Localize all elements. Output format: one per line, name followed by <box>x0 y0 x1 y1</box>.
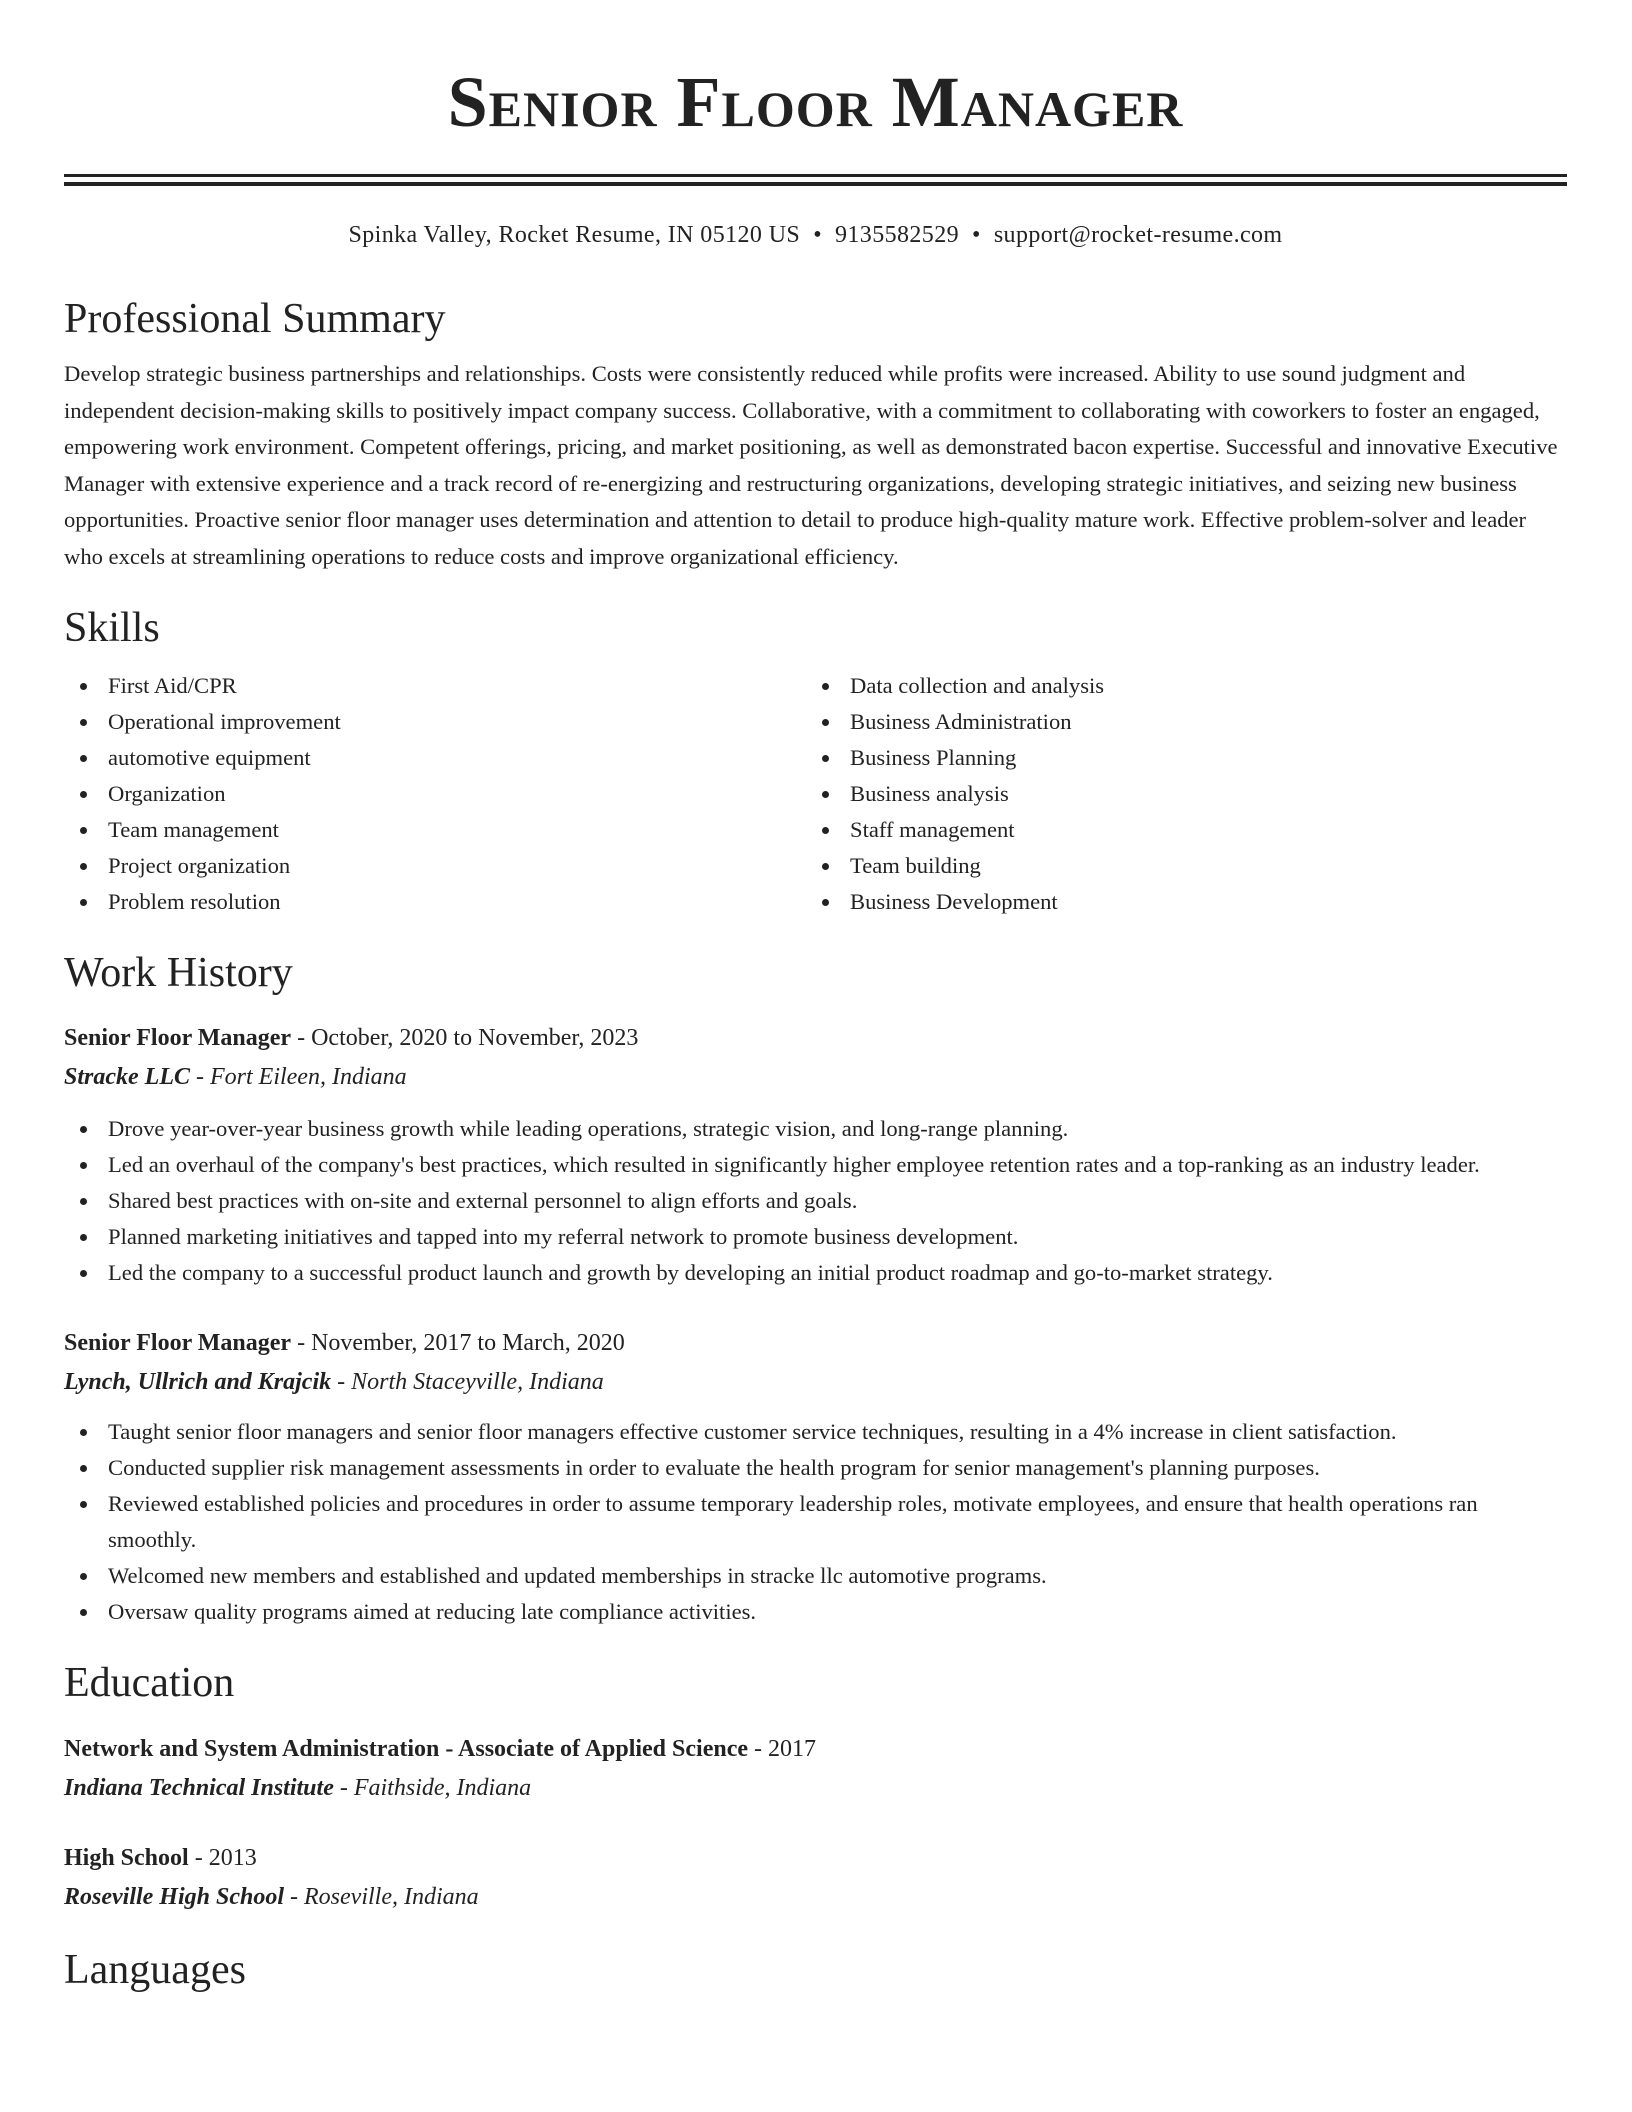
job-bullet: Taught senior floor managers and senior floor managers effective customer service techniques, resulting in a 4% increase in client satisfaction. <box>64 1414 1567 1450</box>
job-role: Senior Floor Manager <box>64 1330 292 1356</box>
job-company: Lynch, Ullrich and Krajcik <box>64 1369 332 1395</box>
skills-list-right <box>806 668 1567 920</box>
job-entry <box>64 1019 1567 1291</box>
education-school: Indiana Technical Institute <box>64 1775 334 1801</box>
skills-list-left <box>64 668 806 920</box>
job-bullets <box>64 1111 1567 1291</box>
education-institution <box>64 1877 1567 1917</box>
education-degree: High School <box>64 1845 189 1871</box>
section-title-summary: Professional Summary <box>64 296 446 342</box>
job-entry <box>64 1324 1567 1630</box>
header-divider-top <box>64 174 1567 177</box>
skill-item: Business analysis <box>806 776 1567 812</box>
resume-page <box>64 0 1567 1995</box>
job-employer <box>64 1057 1567 1097</box>
job-bullets <box>64 1414 1567 1630</box>
skill-item: Organization <box>64 776 806 812</box>
job-bullet: Drove year-over-year business growth while leading operations, strategic vision, and long-range planning. <box>64 1111 1567 1147</box>
job-bullet: Welcomed new members and established and updated memberships in stracke llc automotive programs. <box>64 1558 1567 1594</box>
job-bullet: Reviewed established policies and procedures in order to assume temporary leadership roles, motivate employees, and ensure that health operations ran smoothly. <box>64 1486 1567 1558</box>
job-location: - North Staceyville, Indiana <box>331 1369 604 1395</box>
section-title-skills: Skills <box>64 605 160 651</box>
skill-item: Team management <box>64 812 806 848</box>
job-bullet: Led the company to a successful product launch and growth by developing an initial product roadmap and go-to-market strategy. <box>64 1255 1567 1291</box>
skill-item: Problem resolution <box>64 884 806 920</box>
education-heading <box>64 1730 1567 1768</box>
skill-item: Operational improvement <box>64 704 806 740</box>
contact-phone: 9135582529 <box>835 222 959 248</box>
job-role: Senior Floor Manager <box>64 1025 292 1051</box>
job-location: - Fort Eileen, Indiana <box>190 1064 407 1090</box>
job-dates: - October, 2020 to November, 2023 <box>291 1025 639 1051</box>
contact-email: support@rocket-resume.com <box>993 222 1283 248</box>
contact-line <box>64 219 1567 251</box>
skills-columns <box>64 668 1567 920</box>
education-school: Roseville High School <box>64 1884 285 1910</box>
education-year: - 2013 <box>188 1845 257 1871</box>
job-dates: - November, 2017 to March, 2020 <box>291 1330 625 1356</box>
skill-item: Team building <box>806 848 1567 884</box>
skill-item: Staff management <box>806 812 1567 848</box>
section-title-education: Education <box>64 1660 235 1706</box>
skill-item: First Aid/CPR <box>64 668 806 704</box>
education-degree: Network and System Administration - Associate of Applied Science <box>64 1736 748 1762</box>
education-location: - Faithside, Indiana <box>333 1775 532 1801</box>
section-title-languages: Languages <box>64 1947 246 1993</box>
job-heading <box>64 1019 1567 1057</box>
education-institution <box>64 1768 1567 1808</box>
job-bullet: Planned marketing initiatives and tapped into my referral network to promote business development. <box>64 1219 1567 1255</box>
education-year: - 2017 <box>748 1736 816 1762</box>
job-bullet: Shared best practices with on-site and external personnel to align efforts and goals. <box>64 1183 1567 1219</box>
job-bullet: Led an overhaul of the company's best practices, which resulted in significantly higher employee retention rates and a top-ranking as an industry leader. <box>64 1147 1567 1183</box>
header-divider-bottom <box>64 182 1567 186</box>
skill-item: Project organization <box>64 848 806 884</box>
summary-text: Develop strategic business partnerships and relationships. Costs were consistently reduced while profits were increased. Ability to use sound judgment and independent decision-making skills to positively impact company success. Collaborative, with a commitment to collaborating with coworkers to foster an engaged, empowering work environment. Competent offerings, pricing, and market positioning, as well as demonstrated bacon expertise. Successful and innovative Executive Manager with extensive experience and a track record of re-energizing and restructuring organizations, developing strategic initiatives, and seizing new business opportunities. Proactive senior floor manager uses determination and attention to detail to produce high-quality mature work. Effective problem-solver and leader who excels at streamlining operations to reduce costs and improve organizational efficiency. <box>64 361 1558 569</box>
job-company: Stracke LLC <box>64 1064 190 1090</box>
education-location: - Roseville, Indiana <box>284 1884 479 1910</box>
skill-item: Data collection and analysis <box>806 668 1567 704</box>
section-title-work-history: Work History <box>64 950 293 996</box>
contact-separator: • <box>813 222 822 248</box>
education-heading <box>64 1839 1567 1877</box>
education-entry <box>64 1730 1567 1808</box>
skill-item: Business Administration <box>806 704 1567 740</box>
skill-item: Business Planning <box>806 740 1567 776</box>
job-bullet: Conducted supplier risk management assessments in order to evaluate the health program for senior management's planning purposes. <box>64 1450 1567 1486</box>
job-employer <box>64 1362 1567 1402</box>
job-heading <box>64 1324 1567 1362</box>
skill-item: automotive equipment <box>64 740 806 776</box>
skill-item: Business Development <box>806 884 1567 920</box>
contact-address: Spinka Valley, Rocket Resume, IN 05120 US <box>348 222 801 248</box>
job-bullet: Oversaw quality programs aimed at reducing late compliance activities. <box>64 1594 1567 1630</box>
education-entry <box>64 1839 1567 1917</box>
contact-separator: • <box>972 222 981 248</box>
resume-name-title: Senior Floor Manager <box>447 62 1184 142</box>
